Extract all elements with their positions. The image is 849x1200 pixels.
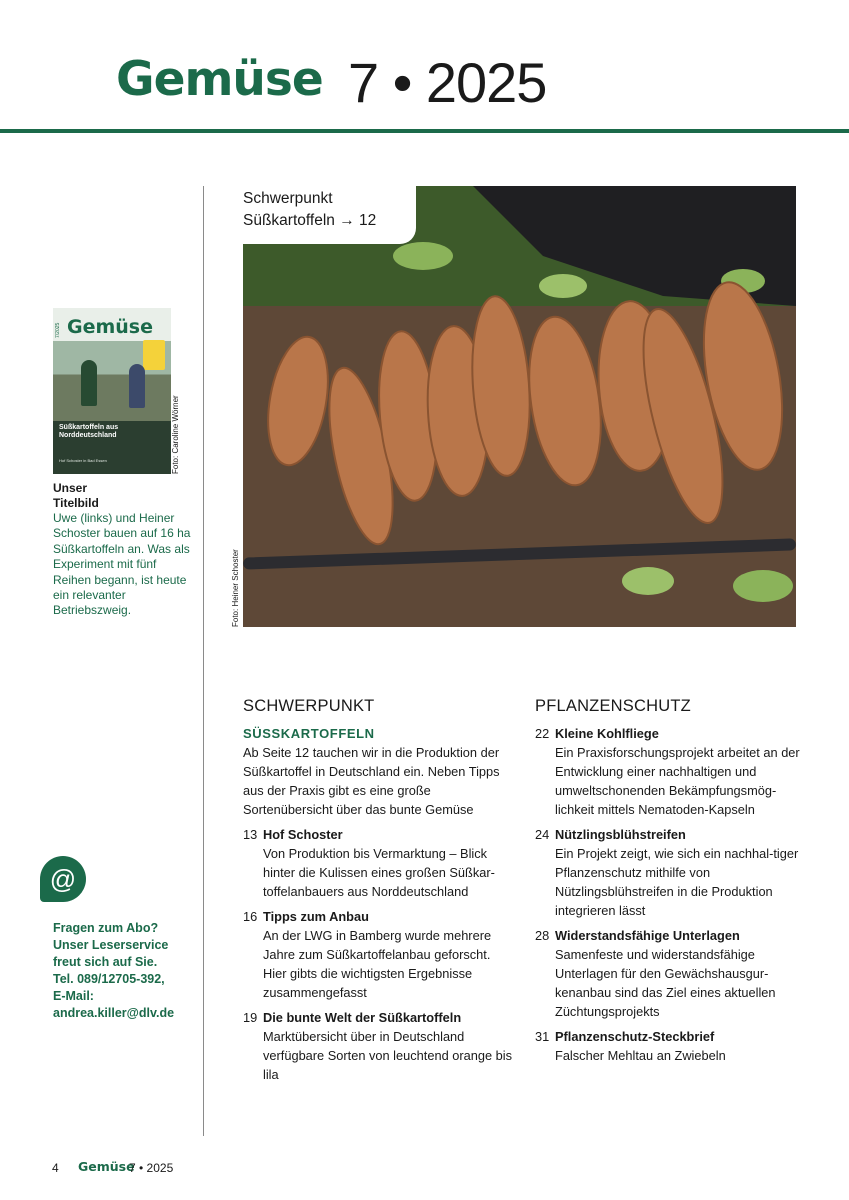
toc-page-number: 24: [535, 827, 550, 842]
masthead-rule: [0, 129, 849, 133]
toc-entry[interactable]: [535, 724, 805, 819]
toc-entry[interactable]: [535, 825, 805, 920]
toc-entry[interactable]: [535, 926, 805, 1021]
column-divider: [203, 186, 204, 1136]
folio-issue: 7 • 2025: [129, 1161, 174, 1175]
toc-title: Pflanzenschutz-Steckbrief: [555, 1029, 715, 1044]
toc-entry[interactable]: [535, 1027, 805, 1065]
section-heading-schwerpunkt: SCHWERPUNKT: [243, 697, 375, 715]
toc-entry[interactable]: [243, 907, 513, 1002]
subheading-suesskartoffeln: SÜSSKARTOFFELN: [243, 726, 375, 741]
toc-page-number: 22: [535, 726, 550, 741]
cover-subtitle: Hof Schoster in Bad Essen: [59, 458, 107, 463]
masthead-logo: Gemüse: [116, 52, 323, 107]
toc-title: Kleine Kohlfliege: [555, 726, 659, 741]
toc-page-number: 13: [243, 827, 258, 842]
cover-person-left: [81, 360, 97, 406]
toc-description: Samenfeste und widerstandsfähige Unterlagen für den Gewächshausgur-kenanbau sind das Ziel eines aktuellen Züchtungsprojekts: [555, 947, 776, 1019]
hero-photo-credit: Foto: Heiner Schoster: [231, 549, 240, 627]
cover-thumbnail: [53, 308, 171, 474]
toc-page-number: 16: [243, 909, 258, 924]
toc-entry[interactable]: [243, 1008, 513, 1084]
folio-page-number: 4: [52, 1161, 59, 1175]
toc-title: Nützlingsblühstreifen: [555, 827, 686, 842]
cover-badge: [143, 340, 165, 370]
cover-caption-heading: Unser Titelbild: [53, 481, 99, 510]
cover-logo: Gemüse: [67, 316, 154, 338]
toc-description: Marktübersicht über in Deutschland verfügbare Sorten von leuchtend orange bis lila: [263, 1029, 512, 1082]
toc-title: Hof Schoster: [263, 827, 343, 842]
cover-issue: 7/2025: [55, 322, 61, 338]
schwerpunkt-lead: Ab Seite 12 tauchen wir in die Produktion der Süßkartoffel in Deutschland ein. Neben Tipps aus der Praxis gibt es eine große Sortenübersicht über das bunte Gemüse: [243, 745, 500, 817]
hero-feature-label[interactable]: Schwerpunkt Süßkartoffeln → 12: [243, 186, 416, 244]
toc-title: Tipps zum Anbau: [263, 909, 369, 924]
toc-entry[interactable]: [243, 825, 513, 901]
toc-description: Von Produktion bis Vermarktung – Blick hinter die Kulissen eines großen Süßkar-toffelanbauers aus Norddeutschland: [263, 846, 495, 899]
cover-title: Süßkartoffeln aus Norddeutschland: [59, 424, 119, 439]
folio-logo: Gemüse: [78, 1159, 135, 1174]
toc-page-number: 31: [535, 1029, 550, 1044]
cover-photo-credit: Foto: Caroline Wörner: [171, 395, 180, 474]
cover-caption-text: Uwe (links) und Heiner Schoster bauen auf 16 ha Süßkartoffeln an. Was als Experiment mit fünf Reihen begann, ist heute ein relevanter Betriebszweig.: [53, 511, 191, 618]
section-heading-pflanzenschutz: PFLANZENSCHUTZ: [535, 697, 691, 715]
masthead-issue: 7 • 2025: [348, 51, 547, 114]
toc-title: Widerstandsfähige Unterlagen: [555, 928, 740, 943]
toc-description: Ein Projekt zeigt, wie sich ein nachhal-tiger Pflanzenschutz mithilfe von Nützlingsblühstreifen in die Produktion integrieren lässt: [555, 846, 799, 918]
at-icon: @: [40, 856, 86, 902]
subscription-contact: Fragen zum Abo? Unser Leserservice freut sich auf Sie. Tel. 089/12705-392, E-Mail: andrea.killer@dlv.de: [53, 921, 175, 1020]
sweet-potato-illustration: [243, 186, 796, 627]
cover-person-right: [129, 364, 145, 408]
hero-photo: [243, 186, 796, 627]
toc-description: Falscher Mehltau an Zwiebeln: [555, 1048, 726, 1063]
toc-title: Die bunte Welt der Süßkartoffeln: [263, 1010, 462, 1025]
toc-page-number: 28: [535, 928, 550, 943]
toc-page-number: 19: [243, 1010, 258, 1025]
toc-description: An der LWG in Bamberg wurde mehrere Jahre zum Süßkartoffelanbau geforscht. Hier gibts die wichtigsten Ergebnisse zusammengefasst: [263, 928, 492, 1000]
toc-description: Ein Praxisforschungsprojekt arbeitet an der Entwicklung einer nachhaltigen und umweltschonenden Bekämpfungsmög-lichkeit mittels Nematoden-Kapseln: [555, 745, 800, 817]
